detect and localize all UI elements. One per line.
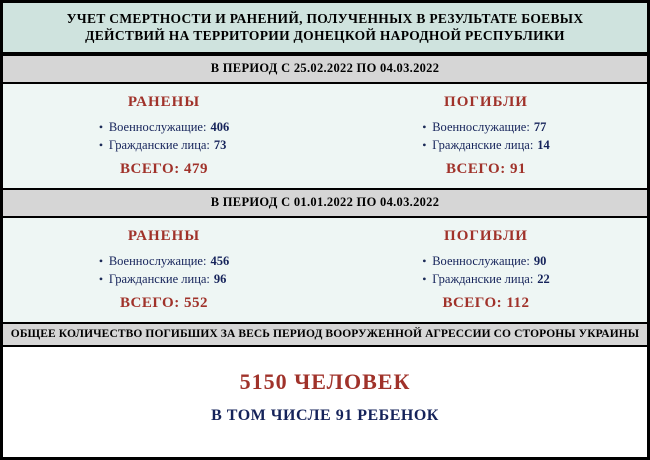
title-line-1: УЧЕТ СМЕРТНОСТИ И РАНЕНИЙ, ПОЛУЧЕННЫХ В РЕЗУЛЬТАТЕ БОЕВЫХ: [66, 11, 584, 26]
poster-title: [3, 3, 647, 54]
item-label: Военнослужащие:: [108, 120, 207, 134]
wounded-items-1: [99, 118, 229, 154]
wounded-heading-2: РАНЕНЫ: [127, 228, 201, 244]
bullet-icon: •: [422, 120, 427, 134]
item-value: 96: [213, 272, 227, 286]
item-value: 456: [210, 254, 230, 268]
wounded-heading-1: РАНЕНЫ: [127, 94, 201, 110]
bullet-icon: •: [98, 120, 104, 134]
stats-row-1: [3, 92, 647, 178]
final-figures: [3, 347, 647, 425]
list-item: [99, 270, 229, 288]
total-label: ВСЕГО:: [442, 295, 503, 311]
item-value: 73: [213, 138, 227, 152]
killed-total-2: [335, 295, 637, 312]
list-item: [422, 252, 550, 270]
killed-heading-2: ПОГИБЛИ: [444, 228, 528, 244]
killed-total-1: [335, 161, 637, 178]
bullet-icon: •: [98, 138, 104, 152]
total-value: 552: [183, 295, 208, 311]
bullet-icon: •: [422, 254, 427, 268]
total-label: ВСЕГО:: [120, 295, 180, 311]
wounded-total-1: [13, 161, 315, 178]
final-total: 5150 ЧЕЛОВЕК: [239, 369, 411, 394]
bullet-icon: •: [98, 254, 104, 268]
total-value: 112: [506, 295, 530, 311]
list-item: [99, 136, 229, 154]
summary-band: ОБЩЕЕ КОЛИЧЕСТВО ПОГИБШИХ ЗА ВЕСЬ ПЕРИОД ВООРУЖЕННОЙ АГРЕССИИ СО СТОРОНЫ УКРАИНЫ: [3, 322, 647, 347]
item-value: 14: [537, 138, 550, 152]
item-value: 22: [537, 272, 550, 286]
total-value: 91: [509, 161, 526, 177]
stats-row-2: [3, 226, 647, 312]
wounded-column-2: [3, 226, 325, 312]
final-children-note: В ТОМ ЧИСЛЕ 91 РЕБЕНОК: [211, 407, 439, 424]
list-item: [422, 118, 550, 136]
item-label: Гражданские лица:: [108, 138, 210, 152]
item-value: 90: [533, 254, 547, 268]
killed-column-2: [325, 226, 647, 312]
list-item: [422, 136, 550, 154]
item-label: Военнослужащие:: [432, 120, 530, 134]
list-item: [99, 118, 229, 136]
item-value: 406: [210, 120, 230, 134]
item-value: 77: [533, 120, 547, 134]
bullet-icon: •: [422, 272, 427, 286]
item-label: Военнослужащие:: [108, 254, 207, 268]
wounded-column-1: [3, 92, 325, 178]
item-label: Военнослужащие:: [432, 254, 530, 268]
bullet-icon: •: [422, 138, 427, 152]
bullet-icon: •: [98, 272, 104, 286]
total-label: ВСЕГО:: [446, 161, 506, 177]
killed-heading-1: ПОГИБЛИ: [444, 94, 528, 110]
killed-items-1: [422, 118, 550, 154]
item-label: Гражданские лица:: [108, 272, 210, 286]
wounded-total-2: [13, 295, 315, 312]
title-line-2: ДЕЙСТВИЙ НА ТЕРРИТОРИИ ДОНЕЦКОЙ НАРОДНОЙ РЕСПУБЛИКИ: [85, 28, 565, 43]
total-value: 479: [183, 161, 208, 177]
stats-block-2: [3, 218, 647, 322]
list-item: [422, 270, 550, 288]
wounded-items-2: [99, 252, 229, 288]
period-band-2: В ПЕРИОД С 01.01.2022 ПО 04.03.2022: [3, 188, 647, 218]
list-item: [99, 252, 229, 270]
item-label: Гражданские лица:: [432, 272, 534, 286]
killed-column-1: [325, 92, 647, 178]
killed-items-2: [422, 252, 550, 288]
stats-block-1: [3, 84, 647, 188]
period-band-1: В ПЕРИОД С 25.02.2022 ПО 04.03.2022: [3, 54, 647, 84]
item-label: Гражданские лица:: [432, 138, 534, 152]
total-label: ВСЕГО:: [120, 161, 180, 177]
